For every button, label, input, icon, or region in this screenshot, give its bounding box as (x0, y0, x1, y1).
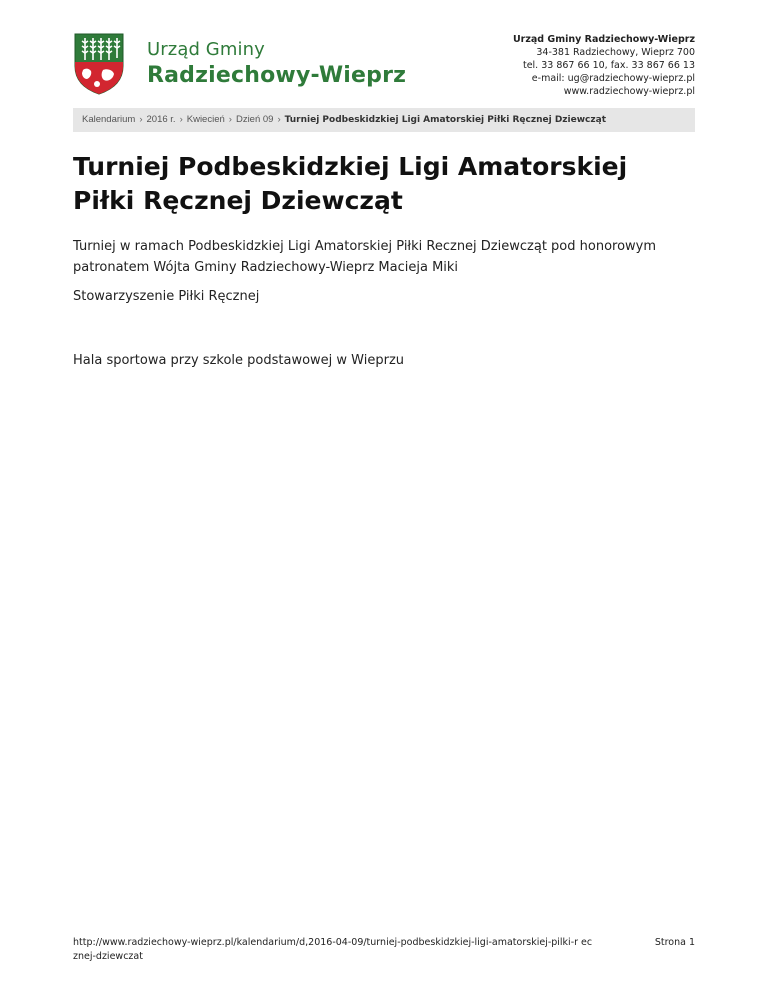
coat-of-arms-icon (73, 32, 125, 96)
contact-website[interactable]: www.radziechowy-wieprz.pl (563, 86, 695, 97)
footer-url: http://www.radziechowy-wieprz.pl/kalendarium/d,2016-04-09/turniej-podbeskidzkiej-ligi-amatorskiej-pilki-r ecznej-dziewczat (73, 937, 593, 962)
footer-page-number: Strona 1 (654, 937, 695, 948)
logo-line-urzad-gminy: Urząd Gminy (147, 39, 265, 60)
contact-block (513, 33, 695, 98)
page-title: Turniej Podbeskidzkiej Ligi Amatorskiej Piłki Ręcznej Dziewcząt (73, 152, 628, 215)
logo-line-municipality-name: Radziechowy-Wieprz (147, 62, 407, 88)
breadcrumb-separator: › (179, 114, 183, 125)
contact-name: Urząd Gminy Radziechowy-Wieprz (512, 34, 695, 45)
breadcrumb-separator: › (228, 114, 232, 125)
logo-text (147, 40, 406, 88)
event-location: Hala sportowa przy szkole podstawowej w Wieprzu (73, 353, 405, 368)
page-header (73, 30, 695, 100)
municipality-logo[interactable] (73, 32, 406, 96)
contact-phone: tel. 33 867 66 10, fax. 33 867 66 13 (522, 60, 695, 71)
contact-email[interactable]: e-mail: ug@radziechowy-wieprz.pl (531, 73, 695, 84)
breadcrumb-current: Turniej Podbeskidzkiej Ligi Amatorskiej Piłki Ręcznej Dziewcząt (284, 115, 606, 125)
breadcrumb-item-month[interactable]: Kwiecień (186, 114, 225, 125)
breadcrumb-separator: › (277, 114, 281, 125)
breadcrumb (73, 108, 695, 132)
breadcrumb-separator: › (139, 114, 143, 125)
breadcrumb-item-day[interactable]: Dzień 09 (235, 114, 274, 125)
breadcrumb-item-year[interactable]: 2016 r. (146, 114, 176, 125)
event-description: Turniej w ramach Podbeskidzkiej Ligi Amatorskiej Piłki Recznej Dziewcząt pod honorowym patronatem Wójta Gminy Radziechowy-Wieprz Macieja Miki (73, 239, 657, 275)
breadcrumb-item-kalendarium[interactable]: Kalendarium (82, 114, 136, 125)
contact-address: 34-381 Radziechowy, Wieprz 700 (536, 47, 695, 58)
event-organizer: Stowarzyszenie Piłki Ręcznej (73, 289, 260, 304)
